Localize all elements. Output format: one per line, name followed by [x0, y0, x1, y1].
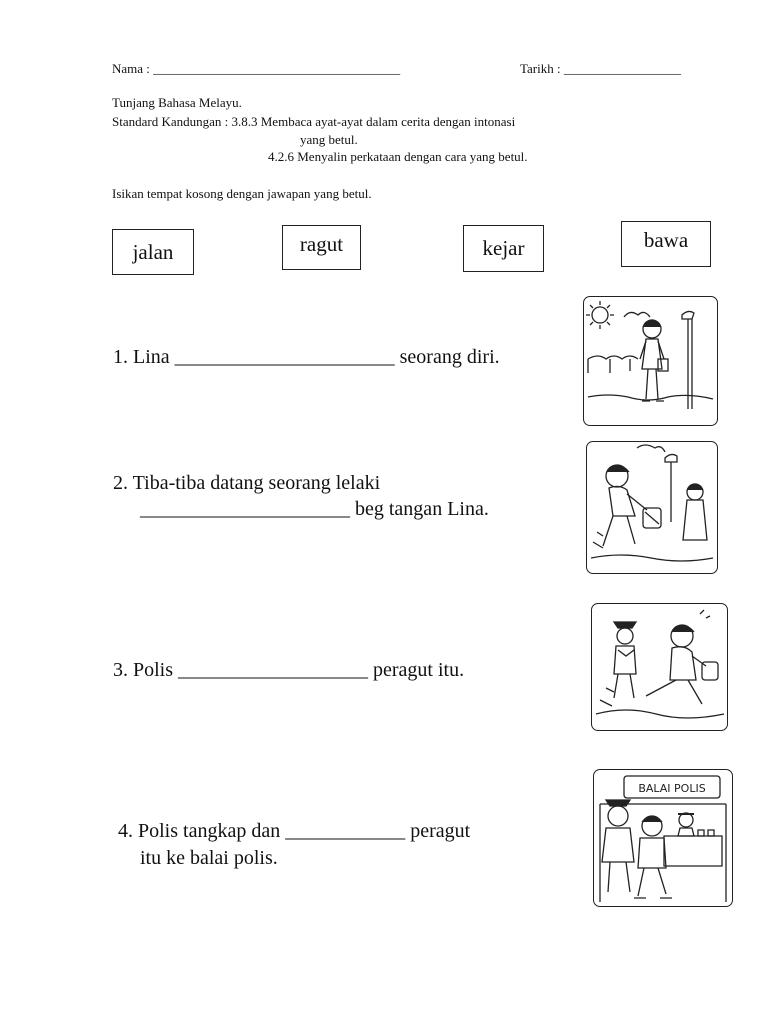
tarikh-field[interactable]: Tarikh : __________________ — [520, 61, 681, 76]
word-box-ragut: ragut — [282, 225, 361, 270]
standard-line1: Standard Kandungan : 3.8.3 Membaca ayat-ayat dalam cerita dengan intonasi — [112, 114, 516, 129]
standard-line2: yang betul. — [300, 132, 358, 147]
sun-icon — [592, 307, 608, 323]
illustration-police-chase — [591, 603, 728, 731]
question-4-line2: itu ke balai polis. — [140, 847, 278, 869]
question-2-line1: 2. Tiba-tiba datang seorang lelaki — [113, 472, 381, 494]
question-3: 3. Polis ___________________ peragut itu. — [113, 659, 465, 681]
police-station-image — [594, 770, 732, 906]
question-1: 1. Lina ______________________ seorang diri. — [113, 346, 500, 368]
instruction-text: Isikan tempat kosong dengan jawapan yang betul. — [112, 186, 372, 201]
snatch-thief-image — [587, 442, 717, 573]
question-2-line2: _____________________ beg tangan Lina. — [140, 498, 489, 520]
illustration-lina-walking — [583, 296, 718, 426]
question-4-line1: 4. Polis tangkap dan ____________ peragut — [118, 820, 471, 842]
word-box-jalan: jalan — [112, 229, 194, 275]
police-chase-image — [592, 604, 727, 730]
word-box-bawa: bawa — [621, 221, 711, 267]
nama-field[interactable]: Nama : ______________________________________ — [112, 61, 401, 76]
illustration-snatch-thief — [586, 441, 718, 574]
balai-polis-sign: BALAI POLIS — [638, 782, 706, 795]
standard-line3: 4.2.6 Menyalin perkataan dengan cara yang betul. — [268, 149, 528, 164]
lina-walking-image — [584, 297, 717, 425]
illustration-police-station — [593, 769, 733, 907]
word-box-kejar: kejar — [463, 225, 544, 272]
tunjang-text: Tunjang Bahasa Melayu. — [112, 95, 242, 110]
